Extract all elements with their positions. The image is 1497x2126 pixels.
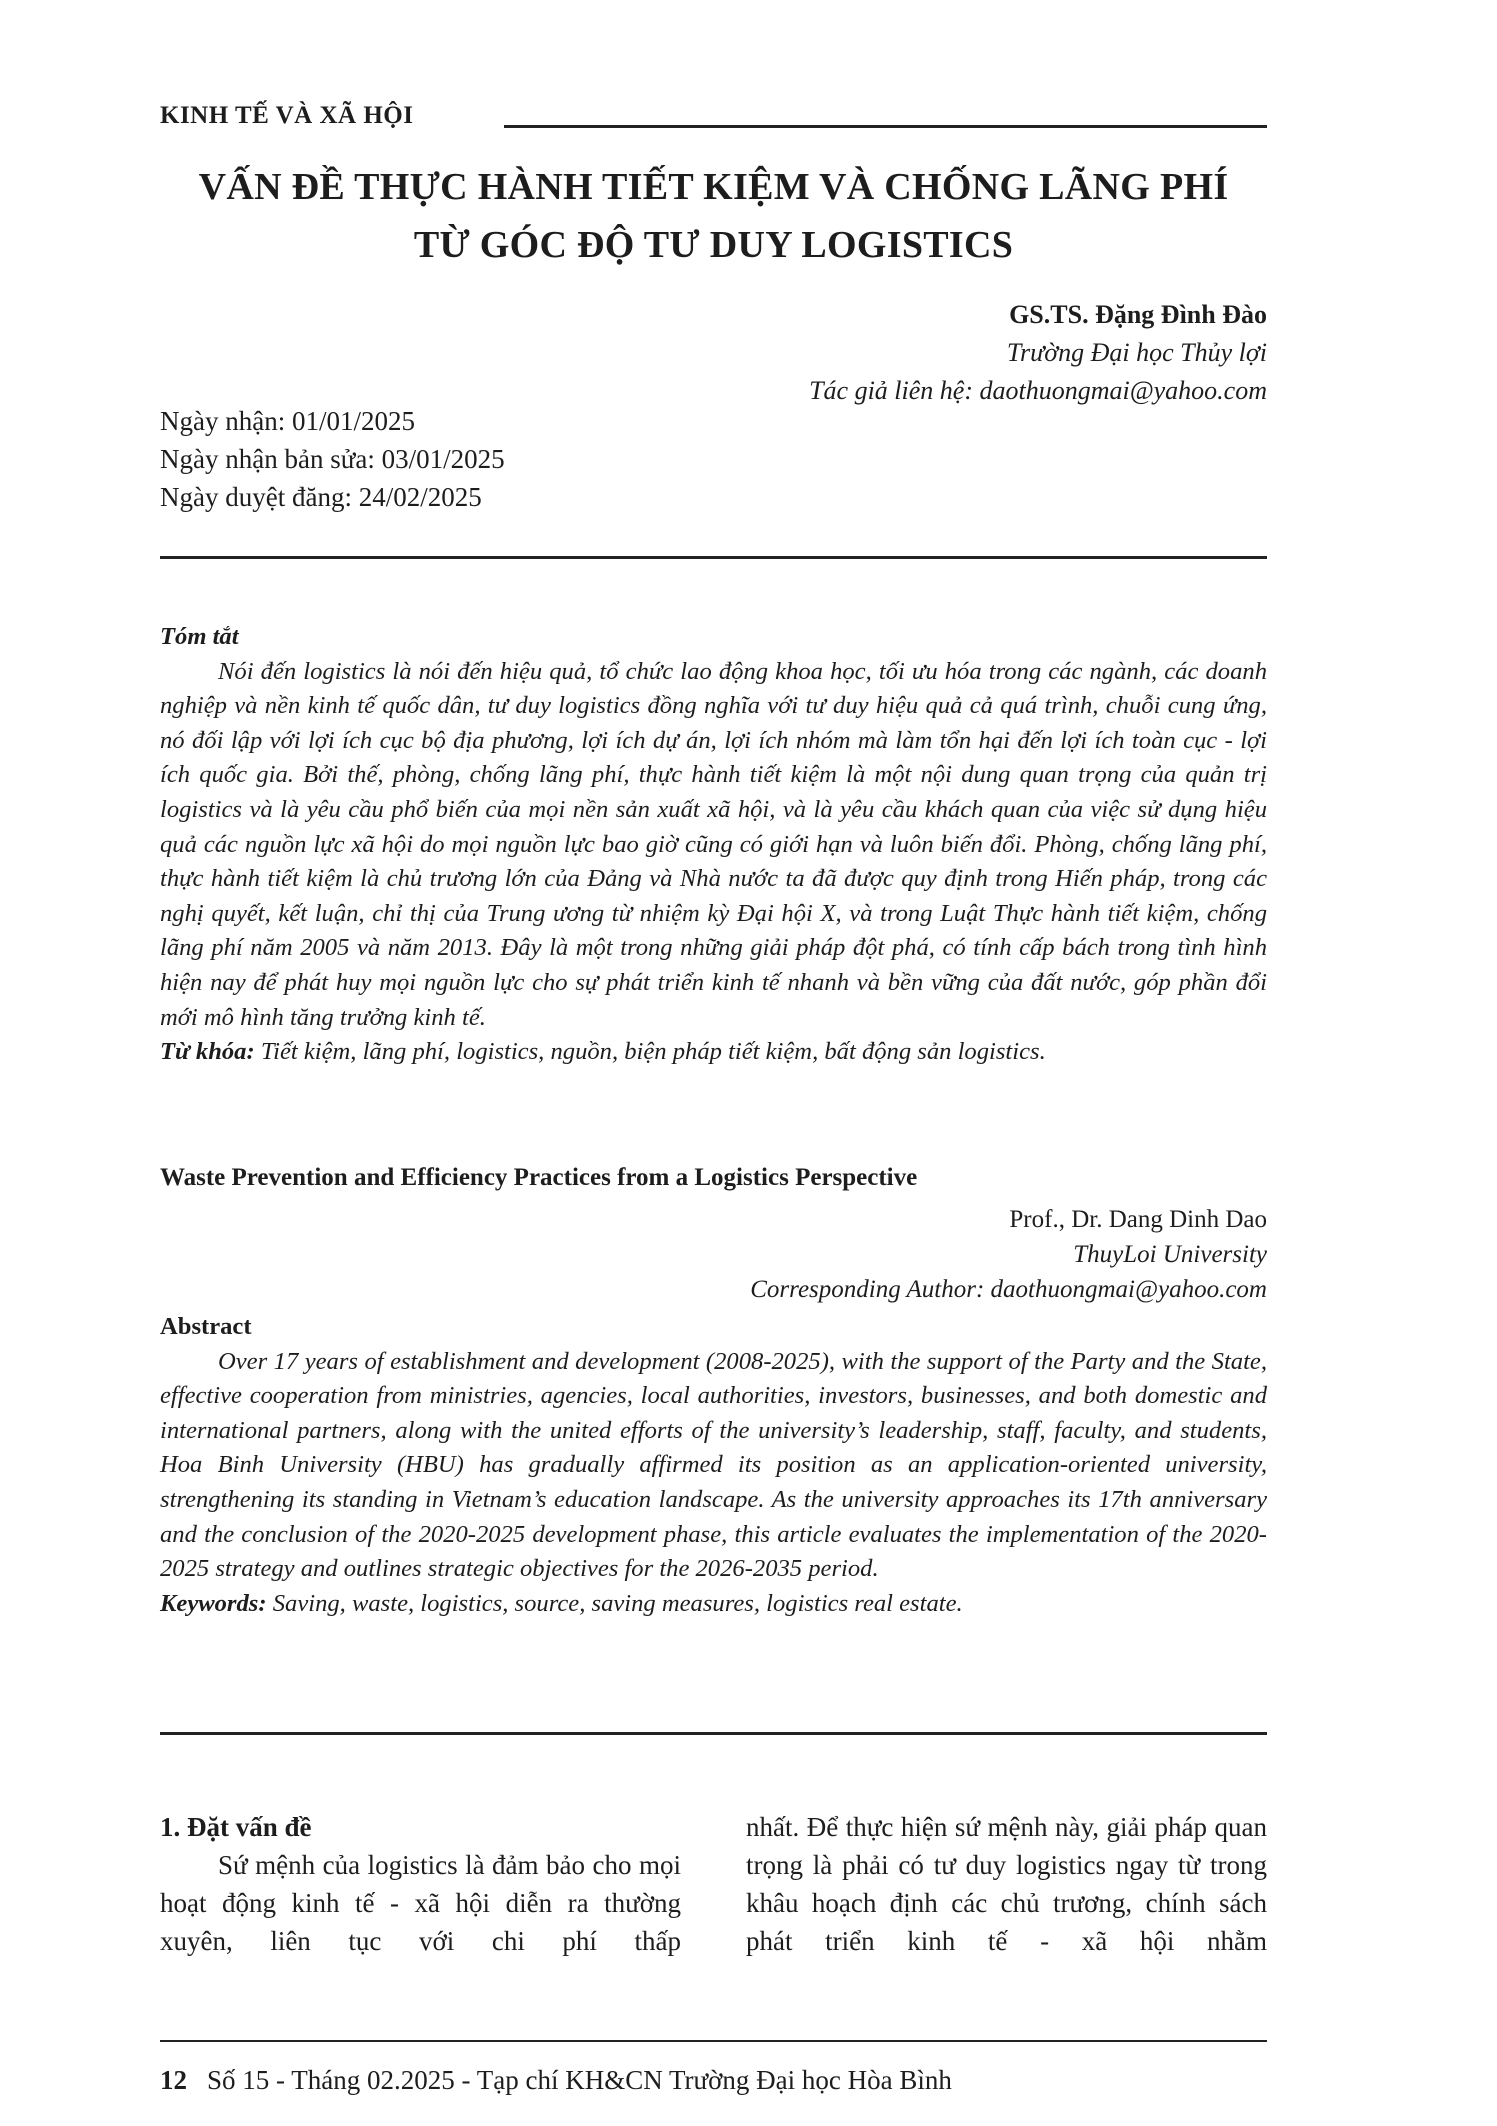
author-name: GS.TS. Đặng Đình Đào <box>1009 300 1267 329</box>
date-revised: Ngày nhận bản sửa: 03/01/2025 <box>160 444 505 474</box>
abstract-en-heading: Abstract <box>160 1313 252 1340</box>
abstract-english <box>160 1310 1267 1621</box>
header-rule <box>504 125 1267 128</box>
section-label: KINH TẾ VÀ XÃ HỘI <box>160 102 414 129</box>
author-affiliation: Trường Đại học Thủy lợi <box>1006 338 1267 367</box>
abstract-vn-heading: Tóm tắt <box>160 623 239 650</box>
english-author-block <box>750 1202 1267 1307</box>
keywords-en-label: Keywords: <box>160 1589 267 1617</box>
keywords-en <box>160 1587 1267 1622</box>
body-column-left <box>160 1808 681 1960</box>
abstract-en-text: Over 17 years of establishment and development (2008-2025), with the support of the Party and the State, effective cooperation from ministries, agencies, local authorities, investors, businesses, and both domestic and international partners, along with the united efforts of the university’s leadership, staff, faculty, and students, Hoa Binh University (HBU) has gradually affirmed its position as an application-oriented university, strengthening its standing in Vietnam’s education landscape. As the university approaches its 17th anniversary and the conclusion of the 2020-2025 development phase, this article evaluates the implementation of the 2020-2025 strategy and outlines strategic objectives for the 2026-2035 period. <box>160 1347 1267 1583</box>
keywords-vn-label: Từ khóa: <box>160 1038 255 1066</box>
english-author-name: Prof., Dr. Dang Dinh Dao <box>1009 1206 1267 1233</box>
article-dates <box>160 402 505 516</box>
author-block <box>809 296 1267 410</box>
keywords-vn <box>160 1035 1267 1070</box>
date-accepted: Ngày duyệt đăng: 24/02/2025 <box>160 482 482 512</box>
body-paragraph-right: nhất. Để thực hiện sứ mệnh này, giải pháp quan trọng là phải có tư duy logistics ngay từ trong khâu hoạch định các chủ trương, chính sách phát triển kinh tế - xã hội nhằm <box>746 1812 1267 1956</box>
divider-bottom <box>160 1732 1267 1735</box>
section-heading: 1. Đặt vấn đề <box>160 1812 312 1842</box>
english-title: Waste Prevention and Efficiency Practices from a Logistics Perspective <box>160 1164 918 1191</box>
body-paragraph-left: Sứ mệnh của logistics là đảm bảo cho mọi hoạt động kinh tế - xã hội diễn ra thường xuyên, liên tục với chi phí thấp <box>160 1850 681 1956</box>
keywords-vn-text: Tiết kiệm, lãng phí, logistics, nguồn, biện pháp tiết kiệm, bất động sản logistics. <box>254 1038 1046 1066</box>
keywords-en-text: Saving, waste, logistics, source, saving measures, logistics real estate. <box>266 1589 963 1617</box>
divider-top <box>160 556 1267 559</box>
author-contact: Tác giả liên hệ: daothuongmai@yahoo.com <box>809 376 1267 405</box>
body-column-right <box>746 1808 1267 1960</box>
date-received: Ngày nhận: 01/01/2025 <box>160 406 415 436</box>
abstract-vietnamese <box>160 620 1267 1070</box>
page-number: 12 <box>160 2065 187 2095</box>
journal-page <box>160 0 1267 2126</box>
title-line-1: VẤN ĐỀ THỰC HÀNH TIẾT KIỆM VÀ CHỐNG LÃNG PHÍ <box>198 166 1229 208</box>
page-footer <box>160 2065 952 2096</box>
running-header <box>160 102 1267 142</box>
footer-rule <box>160 2040 1267 2042</box>
title-line-2: TỪ GÓC ĐỘ TƯ DUY LOGISTICS <box>413 224 1014 266</box>
journal-info: Số 15 - Tháng 02.2025 - Tạp chí KH&CN Trường Đại học Hòa Bình <box>207 2065 952 2095</box>
english-contact: Corresponding Author: daothuongmai@yahoo.com <box>750 1276 1267 1303</box>
article-title <box>160 158 1267 274</box>
english-affiliation: ThuyLoi University <box>1073 1241 1267 1268</box>
abstract-vn-text: Nói đến logistics là nói đến hiệu quả, tổ chức lao động khoa học, tối ưu hóa trong các ngành, các doanh nghiệp và nền kinh tế quốc dân, tư duy logistics đồng nghĩa với tư duy hiệu quả cả quá trình, chuỗi cung ứng, nó đối lập với lợi ích cục bộ địa phương, lợi ích dự án, lợi ích nhóm mà làm tổn hại đến lợi ích toàn cục - lợi ích quốc gia. Bởi thế, phòng, chống lãng phí, thực hành tiết kiệm là một nội dung quan trọng của quản trị logistics và là yêu cầu phổ biến của mọi nền sản xuất xã hội, và là yêu cầu khách quan của việc sử dụng hiệu quả các nguồn lực xã hội do mọi nguồn lực bao giờ cũng có giới hạn và luôn biến đổi. Phòng, chống lãng phí, thực hành tiết kiệm là chủ trương lớn của Đảng và Nhà nước ta đã được quy định trong Hiến pháp, trong các nghị quyết, kết luận, chỉ thị của Trung ương từ nhiệm kỳ Đại hội X, và trong Luật Thực hành tiết kiệm, chống lãng phí năm 2005 và năm 2013. Đây là một trong những giải pháp đột phá, có tính cấp bách trong tình hình hiện nay để phát huy mọi nguồn lực cho sự phát triển kinh tế nhanh và bền vững của đất nước, góp phần đổi mới mô hình tăng trưởng kinh tế. <box>160 657 1267 1031</box>
